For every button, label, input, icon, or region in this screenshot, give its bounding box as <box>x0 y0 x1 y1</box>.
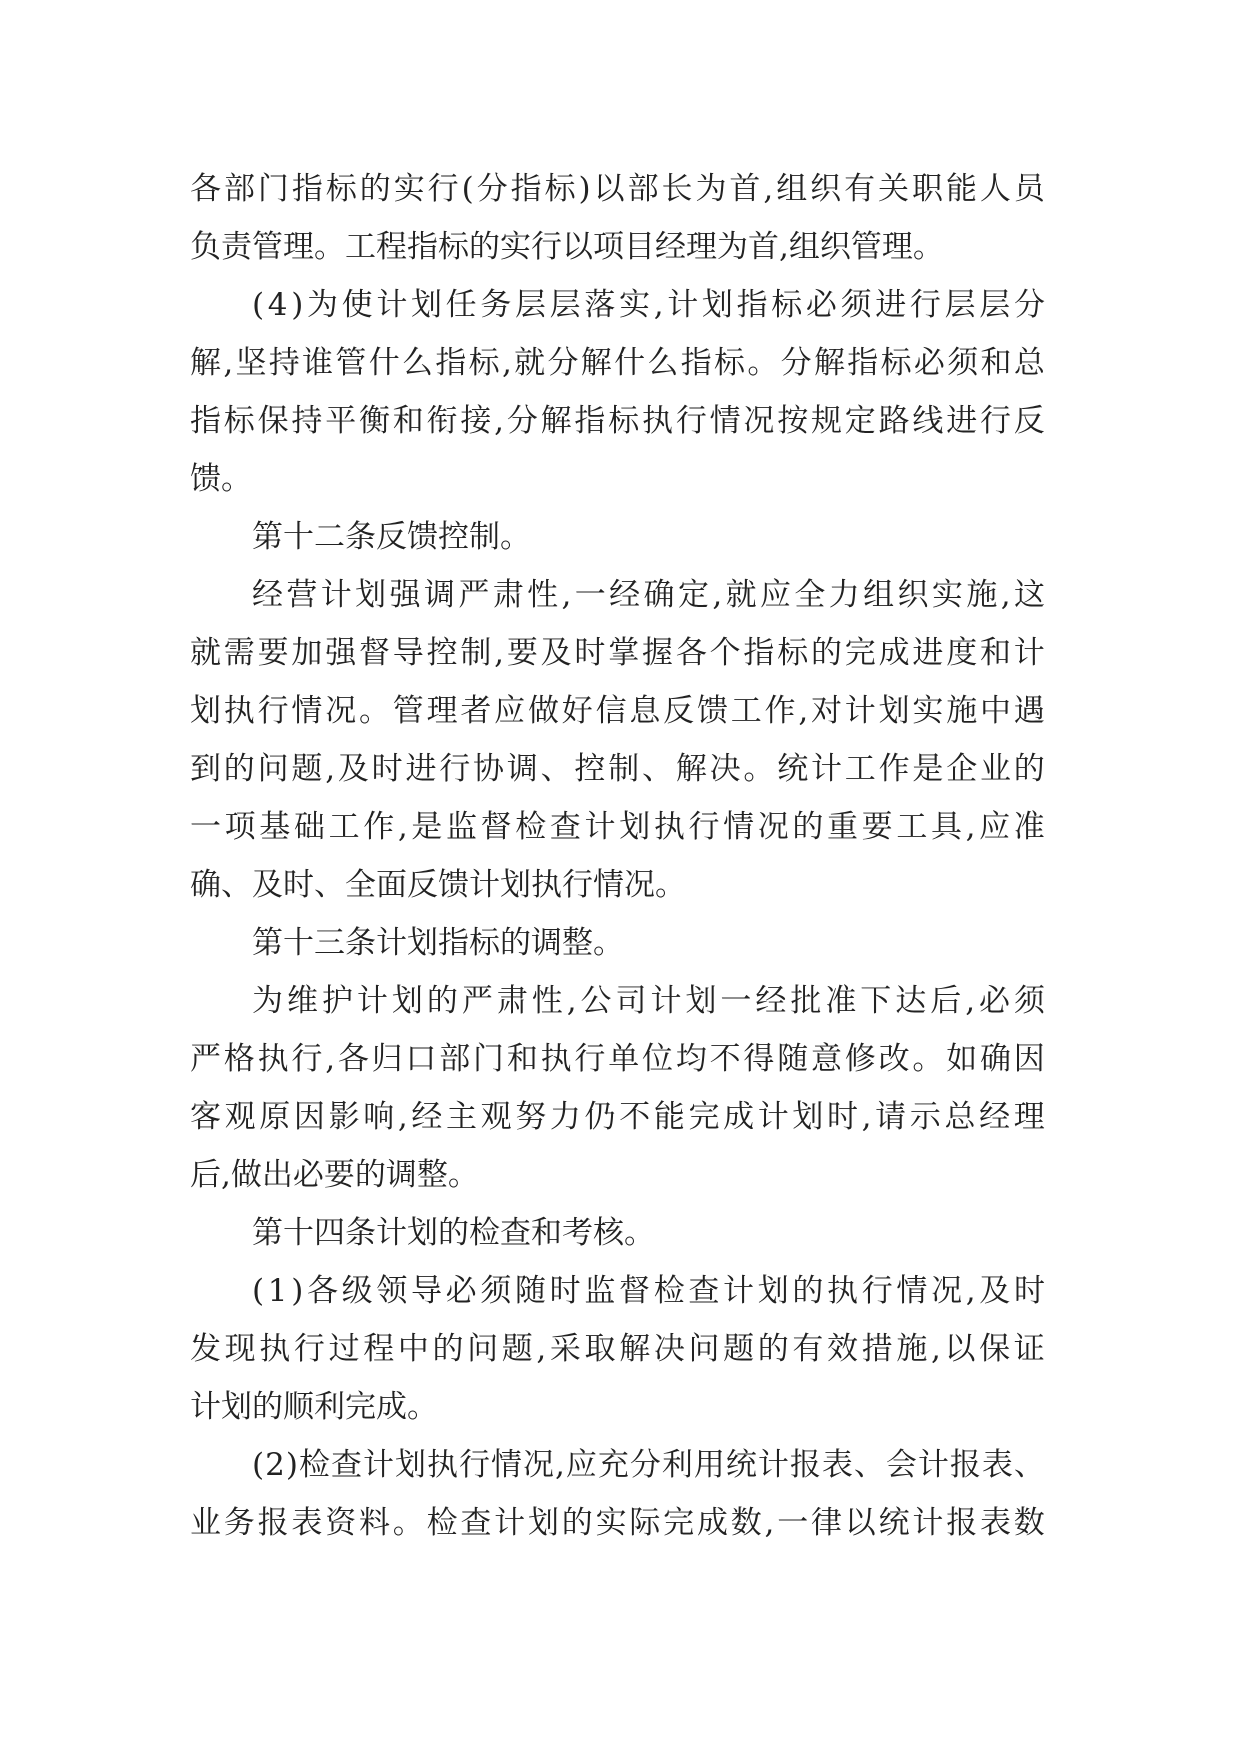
text-line: 解 , 坚 持 谁 管 什 么 指 标 , 就 分 解 什 么 指 标 。 分 解 指 标 必 须 和 总 <box>190 345 1045 381</box>
text-line: 馈。 <box>190 461 252 497</box>
section-heading: 第十三条计划指标的调整。 <box>252 925 624 961</box>
text-line: 严 格 执 行 , 各 归 口 部 门 和 执 行 单 位 均 不 得 随 意 修 改 。 如 确 因 <box>190 1041 1045 1077</box>
text-line: 业 务 报 表 资 料 。 检 查 计 划 的 实 际 完 成 数 , 一 律 以 统 计 报 表 数 <box>190 1505 1045 1541</box>
text-line: ( 4 ) 为 使 计 划 任 务 层 层 落 实 , 计 划 指 标 必 须 进 行 层 层 分 <box>252 287 1045 323</box>
text-line: 到 的 问 题 , 及 时 进 行 协 调 、 控 制 、 解 决 。 统 计 工 作 是 企 业 的 <box>190 751 1045 787</box>
text-line: ( 2 ) 检 查 计 划 执 行 情 况 , 应 充 分 利 用 统 计 报 表 、 会 计 报 表 、 <box>252 1447 1045 1483</box>
text-line: 负责管理。工程指标的实行以项目经理为首,组织管理。 <box>190 229 944 265</box>
text-line: 客 观 原 因 影 响 , 经 主 观 努 力 仍 不 能 完 成 计 划 时 , 请 示 总 经 理 <box>190 1099 1045 1135</box>
text-line: 指 标 保 持 平 衡 和 衔 接 , 分 解 指 标 执 行 情 况 按 规 定 路 线 进 行 反 <box>190 403 1045 439</box>
text-line: 就 需 要 加 强 督 导 控 制 , 要 及 时 掌 握 各 个 指 标 的 完 成 进 度 和 计 <box>190 635 1045 671</box>
text-line: 一 项 基 础 工 作 , 是 监 督 检 查 计 划 执 行 情 况 的 重 要 工 具 , 应 准 <box>190 809 1045 845</box>
text-line: 计划的顺利完成。 <box>190 1389 438 1425</box>
text-line: 确、及时、全面反馈计划执行情况。 <box>190 867 686 903</box>
text-line: 各 部 门 指 标 的 实 行 ( 分 指 标 ) 以 部 长 为 首 , 组 织 有 关 职 能 人 员 <box>190 171 1045 207</box>
text-line: 为 维 护 计 划 的 严 肃 性 , 公 司 计 划 一 经 批 准 下 达 后 , 必 须 <box>252 983 1045 1019</box>
section-heading: 第十二条反馈控制。 <box>252 519 531 555</box>
text-line: 划 执 行 情 况 。 管 理 者 应 做 好 信 息 反 馈 工 作 , 对 计 划 实 施 中 遇 <box>190 693 1045 729</box>
text-line: 后,做出必要的调整。 <box>190 1157 479 1193</box>
text-line: ( 1 ) 各 级 领 导 必 须 随 时 监 督 检 查 计 划 的 执 行 情 况 , 及 时 <box>252 1273 1045 1309</box>
document-body <box>190 160 1045 1552</box>
text-line: 经 营 计 划 强 调 严 肃 性 , 一 经 确 定 , 就 应 全 力 组 织 实 施 , 这 <box>252 577 1045 613</box>
section-heading: 第十四条计划的检查和考核。 <box>252 1215 655 1251</box>
text-line: 发 现 执 行 过 程 中 的 问 题 , 采 取 解 决 问 题 的 有 效 措 施 , 以 保 证 <box>190 1331 1045 1367</box>
